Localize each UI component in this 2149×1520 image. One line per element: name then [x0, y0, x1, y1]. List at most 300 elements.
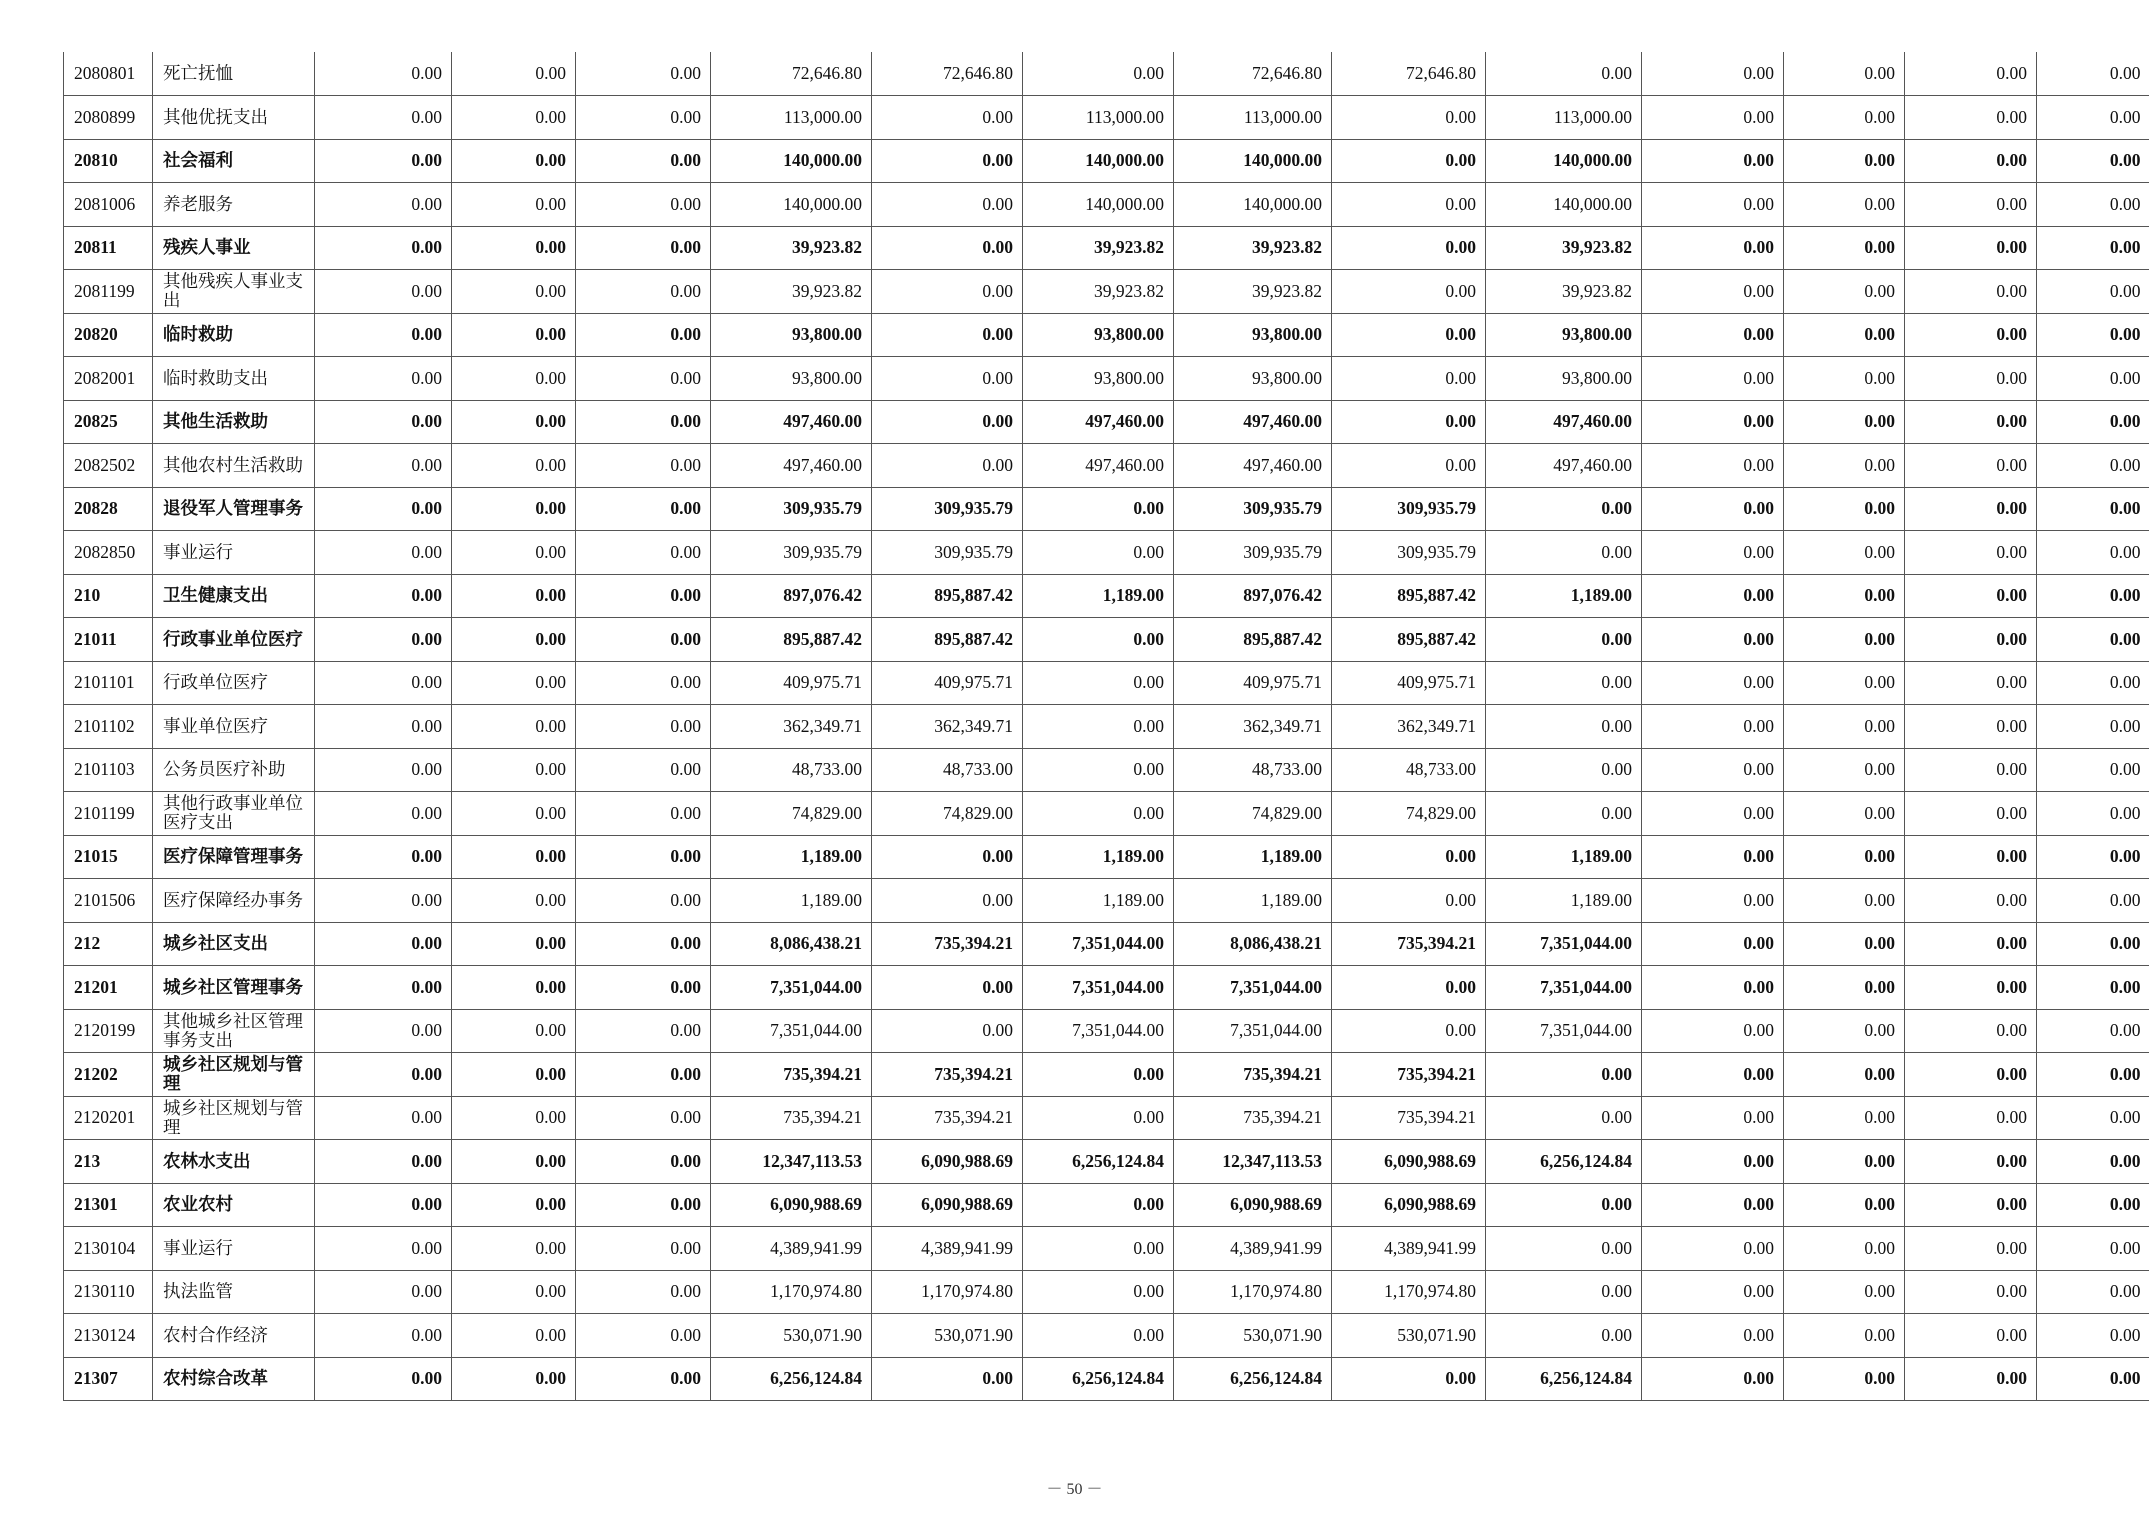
amount-cell: 7,351,044.00 [1174, 966, 1332, 1010]
amount-cell: 6,256,124.84 [1023, 1140, 1174, 1184]
subject-code-cell: 2081199 [64, 270, 153, 314]
amount-cell: 0.00 [1023, 705, 1174, 749]
amount-cell: 140,000.00 [1023, 183, 1174, 227]
amount-cell: 0.00 [1905, 1009, 2037, 1053]
table-row [64, 661, 2149, 705]
amount-cell: 7,351,044.00 [1486, 966, 1642, 1010]
table-row [64, 748, 2149, 792]
amount-cell: 4,389,941.99 [872, 1227, 1023, 1271]
amount-cell: 0.00 [315, 922, 452, 966]
subject-name-cell: 社会福利 [153, 139, 315, 183]
amount-cell: 0.00 [1023, 1183, 1174, 1227]
table-row [64, 879, 2149, 923]
amount-cell: 0.00 [1332, 835, 1486, 879]
subject-name-cell: 城乡社区规划与管理 [153, 1096, 315, 1140]
amount-cell: 0.00 [315, 400, 452, 444]
subject-code-cell: 20828 [64, 487, 153, 531]
table-row [64, 487, 2149, 531]
amount-cell: 39,923.82 [1486, 270, 1642, 314]
amount-cell: 0.00 [1332, 444, 1486, 488]
amount-cell: 0.00 [452, 444, 576, 488]
subject-name-cell: 行政单位医疗 [153, 661, 315, 705]
amount-cell: 0.00 [1486, 1227, 1642, 1271]
amount-cell: 0.00 [576, 1009, 711, 1053]
table-row [64, 139, 2149, 183]
amount-cell: 0.00 [1784, 1270, 1905, 1314]
table-row [64, 313, 2149, 357]
amount-cell: 0.00 [1486, 618, 1642, 662]
amount-cell: 0.00 [452, 835, 576, 879]
amount-cell: 74,829.00 [1332, 792, 1486, 836]
amount-cell: 0.00 [452, 400, 576, 444]
amount-cell: 140,000.00 [1486, 183, 1642, 227]
amount-cell: 0.00 [872, 966, 1023, 1010]
amount-cell: 0.00 [2037, 400, 2149, 444]
amount-cell: 0.00 [315, 226, 452, 270]
amount-cell: 0.00 [1784, 879, 1905, 923]
amount-cell: 0.00 [2037, 139, 2149, 183]
amount-cell: 0.00 [452, 1227, 576, 1271]
subject-code-cell: 21202 [64, 1053, 153, 1097]
amount-cell: 1,189.00 [1486, 574, 1642, 618]
amount-cell: 0.00 [1486, 792, 1642, 836]
amount-cell: 0.00 [315, 748, 452, 792]
subject-code-cell: 2101103 [64, 748, 153, 792]
amount-cell: 409,975.71 [872, 661, 1023, 705]
amount-cell: 0.00 [1905, 574, 2037, 618]
amount-cell: 0.00 [1642, 1314, 1784, 1358]
amount-cell: 0.00 [2037, 1183, 2149, 1227]
amount-cell: 0.00 [1486, 748, 1642, 792]
amount-cell: 0.00 [1784, 313, 1905, 357]
amount-cell: 72,646.80 [1174, 52, 1332, 96]
amount-cell: 0.00 [452, 1270, 576, 1314]
amount-cell: 0.00 [1486, 661, 1642, 705]
amount-cell: 0.00 [1642, 1140, 1784, 1184]
amount-cell: 140,000.00 [1023, 139, 1174, 183]
amount-cell: 0.00 [315, 618, 452, 662]
amount-cell: 93,800.00 [1174, 357, 1332, 401]
amount-cell: 72,646.80 [1332, 52, 1486, 96]
amount-cell: 0.00 [1905, 1183, 2037, 1227]
subject-name-cell: 行政事业单位医疗 [153, 618, 315, 662]
subject-name-cell: 农村综合改革 [153, 1357, 315, 1401]
amount-cell: 39,923.82 [1023, 270, 1174, 314]
amount-cell: 0.00 [576, 531, 711, 575]
subject-name-cell: 其他行政事业单位医疗支出 [153, 792, 315, 836]
amount-cell: 0.00 [452, 922, 576, 966]
amount-cell: 6,090,988.69 [711, 1183, 872, 1227]
amount-cell: 0.00 [1642, 748, 1784, 792]
amount-cell: 0.00 [452, 183, 576, 227]
amount-cell: 0.00 [1642, 96, 1784, 140]
amount-cell: 0.00 [576, 139, 711, 183]
amount-cell: 48,733.00 [1332, 748, 1486, 792]
amount-cell: 0.00 [1332, 966, 1486, 1010]
amount-cell: 0.00 [1023, 748, 1174, 792]
table-row [64, 96, 2149, 140]
amount-cell: 6,256,124.84 [1174, 1357, 1332, 1401]
amount-cell: 0.00 [2037, 879, 2149, 923]
amount-cell: 0.00 [1642, 357, 1784, 401]
amount-cell: 0.00 [315, 270, 452, 314]
amount-cell: 497,460.00 [1174, 444, 1332, 488]
amount-cell: 0.00 [1905, 487, 2037, 531]
amount-cell: 309,935.79 [1332, 487, 1486, 531]
amount-cell: 0.00 [1784, 966, 1905, 1010]
subject-code-cell: 210 [64, 574, 153, 618]
amount-cell: 0.00 [1784, 183, 1905, 227]
amount-cell: 0.00 [452, 792, 576, 836]
amount-cell: 0.00 [1905, 400, 2037, 444]
amount-cell: 895,887.42 [1174, 618, 1332, 662]
amount-cell: 113,000.00 [1486, 96, 1642, 140]
table-row [64, 357, 2149, 401]
subject-code-cell: 213 [64, 1140, 153, 1184]
subject-code-cell: 2130104 [64, 1227, 153, 1271]
amount-cell: 1,189.00 [711, 879, 872, 923]
amount-cell: 93,800.00 [711, 313, 872, 357]
amount-cell: 140,000.00 [1174, 183, 1332, 227]
amount-cell: 0.00 [1784, 1227, 1905, 1271]
amount-cell: 0.00 [452, 96, 576, 140]
amount-cell: 0.00 [1905, 183, 2037, 227]
amount-cell: 735,394.21 [1332, 1053, 1486, 1097]
amount-cell: 0.00 [2037, 1140, 2149, 1184]
amount-cell: 0.00 [315, 531, 452, 575]
amount-cell: 309,935.79 [1174, 531, 1332, 575]
subject-name-cell: 卫生健康支出 [153, 574, 315, 618]
amount-cell: 409,975.71 [1332, 661, 1486, 705]
amount-cell: 0.00 [315, 1183, 452, 1227]
amount-cell: 0.00 [315, 1357, 452, 1401]
amount-cell: 0.00 [1905, 966, 2037, 1010]
amount-cell: 93,800.00 [1486, 357, 1642, 401]
amount-cell: 0.00 [872, 1357, 1023, 1401]
amount-cell: 0.00 [1642, 1357, 1784, 1401]
amount-cell: 0.00 [2037, 792, 2149, 836]
amount-cell: 0.00 [315, 357, 452, 401]
amount-cell: 0.00 [1332, 313, 1486, 357]
amount-cell: 39,923.82 [1023, 226, 1174, 270]
amount-cell: 0.00 [872, 879, 1023, 923]
amount-cell: 0.00 [1784, 357, 1905, 401]
amount-cell: 409,975.71 [1174, 661, 1332, 705]
amount-cell: 0.00 [2037, 748, 2149, 792]
amount-cell: 0.00 [1486, 1053, 1642, 1097]
amount-cell: 735,394.21 [711, 1053, 872, 1097]
amount-cell: 0.00 [452, 705, 576, 749]
subject-code-cell: 2082001 [64, 357, 153, 401]
amount-cell: 0.00 [1905, 705, 2037, 749]
subject-code-cell: 2082502 [64, 444, 153, 488]
subject-name-cell: 其他优抚支出 [153, 96, 315, 140]
amount-cell: 735,394.21 [872, 1053, 1023, 1097]
subject-name-cell: 其他农村生活救助 [153, 444, 315, 488]
amount-cell: 0.00 [1486, 531, 1642, 575]
amount-cell: 0.00 [1905, 879, 2037, 923]
amount-cell: 0.00 [576, 1096, 711, 1140]
amount-cell: 0.00 [872, 400, 1023, 444]
subject-code-cell: 212 [64, 922, 153, 966]
table-row [64, 705, 2149, 749]
amount-cell: 0.00 [1784, 139, 1905, 183]
subject-name-cell: 事业运行 [153, 531, 315, 575]
amount-cell: 0.00 [1642, 661, 1784, 705]
amount-cell: 0.00 [452, 1009, 576, 1053]
amount-cell: 0.00 [2037, 226, 2149, 270]
amount-cell: 0.00 [872, 1009, 1023, 1053]
table-row [64, 226, 2149, 270]
amount-cell: 0.00 [1332, 400, 1486, 444]
amount-cell: 0.00 [1905, 1053, 2037, 1097]
amount-cell: 0.00 [315, 1096, 452, 1140]
amount-cell: 0.00 [452, 966, 576, 1010]
amount-cell: 309,935.79 [1332, 531, 1486, 575]
amount-cell: 0.00 [2037, 1270, 2149, 1314]
amount-cell: 0.00 [1642, 835, 1784, 879]
amount-cell: 0.00 [1905, 1357, 2037, 1401]
amount-cell: 0.00 [1905, 139, 2037, 183]
subject-code-cell: 2101102 [64, 705, 153, 749]
amount-cell: 0.00 [315, 1053, 452, 1097]
amount-cell: 0.00 [1642, 618, 1784, 662]
subject-name-cell: 事业运行 [153, 1227, 315, 1271]
amount-cell: 0.00 [1784, 1009, 1905, 1053]
amount-cell: 0.00 [315, 52, 452, 96]
amount-cell: 0.00 [576, 792, 711, 836]
subject-code-cell: 2081006 [64, 183, 153, 227]
amount-cell: 0.00 [1486, 1183, 1642, 1227]
amount-cell: 0.00 [1642, 574, 1784, 618]
amount-cell: 6,090,988.69 [1174, 1183, 1332, 1227]
amount-cell: 0.00 [576, 487, 711, 531]
subject-name-cell: 医疗保障管理事务 [153, 835, 315, 879]
amount-cell: 0.00 [315, 183, 452, 227]
amount-cell: 113,000.00 [711, 96, 872, 140]
amount-cell: 0.00 [315, 574, 452, 618]
subject-name-cell: 医疗保障经办事务 [153, 879, 315, 923]
subject-code-cell: 21201 [64, 966, 153, 1010]
amount-cell: 0.00 [315, 792, 452, 836]
amount-cell: 140,000.00 [711, 139, 872, 183]
amount-cell: 93,800.00 [1174, 313, 1332, 357]
amount-cell: 0.00 [1905, 96, 2037, 140]
table-row [64, 792, 2149, 836]
subject-code-cell: 2080899 [64, 96, 153, 140]
amount-cell: 0.00 [1784, 270, 1905, 314]
amount-cell: 497,460.00 [1023, 400, 1174, 444]
amount-cell: 0.00 [1642, 1053, 1784, 1097]
amount-cell: 0.00 [1784, 400, 1905, 444]
amount-cell: 0.00 [1642, 792, 1784, 836]
amount-cell: 0.00 [1642, 1009, 1784, 1053]
amount-cell: 1,189.00 [1486, 835, 1642, 879]
amount-cell: 0.00 [1023, 1053, 1174, 1097]
amount-cell: 497,460.00 [1486, 444, 1642, 488]
amount-cell: 0.00 [452, 487, 576, 531]
amount-cell: 0.00 [1905, 792, 2037, 836]
amount-cell: 7,351,044.00 [1023, 922, 1174, 966]
subject-code-cell: 2101101 [64, 661, 153, 705]
amount-cell: 0.00 [1642, 531, 1784, 575]
amount-cell: 409,975.71 [711, 661, 872, 705]
amount-cell: 113,000.00 [1023, 96, 1174, 140]
amount-cell: 72,646.80 [872, 52, 1023, 96]
subject-code-cell: 2130124 [64, 1314, 153, 1358]
amount-cell: 1,189.00 [1023, 835, 1174, 879]
amount-cell: 0.00 [1486, 1096, 1642, 1140]
amount-cell: 0.00 [1905, 1140, 2037, 1184]
subject-name-cell: 其他残疾人事业支出 [153, 270, 315, 314]
amount-cell: 0.00 [576, 748, 711, 792]
amount-cell: 113,000.00 [1174, 96, 1332, 140]
amount-cell: 0.00 [576, 1314, 711, 1358]
subject-code-cell: 21015 [64, 835, 153, 879]
amount-cell: 7,351,044.00 [1486, 922, 1642, 966]
amount-cell: 0.00 [452, 270, 576, 314]
amount-cell: 1,189.00 [711, 835, 872, 879]
amount-cell: 0.00 [1023, 531, 1174, 575]
amount-cell: 0.00 [1332, 183, 1486, 227]
amount-cell: 530,071.90 [1332, 1314, 1486, 1358]
amount-cell: 0.00 [872, 835, 1023, 879]
table-row [64, 1009, 2149, 1053]
amount-cell: 0.00 [2037, 96, 2149, 140]
amount-cell: 0.00 [315, 444, 452, 488]
subject-name-cell: 残疾人事业 [153, 226, 315, 270]
table-row [64, 1053, 2149, 1097]
amount-cell: 0.00 [452, 1140, 576, 1184]
table-row [64, 1227, 2149, 1271]
amount-cell: 0.00 [2037, 487, 2149, 531]
amount-cell: 1,189.00 [1023, 879, 1174, 923]
amount-cell: 0.00 [2037, 618, 2149, 662]
amount-cell: 39,923.82 [1174, 226, 1332, 270]
amount-cell: 0.00 [1332, 139, 1486, 183]
amount-cell: 0.00 [576, 52, 711, 96]
subject-name-cell: 其他城乡社区管理事务支出 [153, 1009, 315, 1053]
amount-cell: 309,935.79 [872, 531, 1023, 575]
amount-cell: 0.00 [2037, 922, 2149, 966]
amount-cell: 48,733.00 [1174, 748, 1332, 792]
subject-code-cell: 2080801 [64, 52, 153, 96]
amount-cell: 362,349.71 [872, 705, 1023, 749]
amount-cell: 0.00 [1642, 52, 1784, 96]
amount-cell: 0.00 [1642, 226, 1784, 270]
subject-code-cell: 21307 [64, 1357, 153, 1401]
amount-cell: 0.00 [1784, 1183, 1905, 1227]
amount-cell: 0.00 [1486, 487, 1642, 531]
amount-cell: 735,394.21 [1174, 1096, 1332, 1140]
amount-cell: 0.00 [576, 879, 711, 923]
subject-name-cell: 农业农村 [153, 1183, 315, 1227]
amount-cell: 0.00 [452, 618, 576, 662]
amount-cell: 497,460.00 [711, 400, 872, 444]
amount-cell: 895,887.42 [1332, 574, 1486, 618]
table-body [64, 52, 2149, 1401]
amount-cell: 140,000.00 [1174, 139, 1332, 183]
amount-cell: 0.00 [2037, 835, 2149, 879]
amount-cell: 0.00 [1784, 487, 1905, 531]
amount-cell: 0.00 [872, 96, 1023, 140]
amount-cell: 0.00 [1784, 835, 1905, 879]
amount-cell: 735,394.21 [1332, 922, 1486, 966]
amount-cell: 0.00 [1486, 1314, 1642, 1358]
amount-cell: 72,646.80 [711, 52, 872, 96]
amount-cell: 0.00 [576, 661, 711, 705]
amount-cell: 0.00 [1784, 748, 1905, 792]
amount-cell: 497,460.00 [1486, 400, 1642, 444]
amount-cell: 4,389,941.99 [1174, 1227, 1332, 1271]
amount-cell: 0.00 [452, 226, 576, 270]
amount-cell: 0.00 [452, 574, 576, 618]
amount-cell: 0.00 [452, 661, 576, 705]
amount-cell: 12,347,113.53 [1174, 1140, 1332, 1184]
amount-cell: 6,090,988.69 [872, 1140, 1023, 1184]
amount-cell: 0.00 [1332, 96, 1486, 140]
amount-cell: 39,923.82 [711, 226, 872, 270]
amount-cell: 0.00 [452, 357, 576, 401]
amount-cell: 0.00 [2037, 270, 2149, 314]
amount-cell: 0.00 [576, 922, 711, 966]
amount-cell: 0.00 [2037, 183, 2149, 227]
amount-cell: 0.00 [1023, 52, 1174, 96]
amount-cell: 309,935.79 [1174, 487, 1332, 531]
amount-cell: 0.00 [1905, 1227, 2037, 1271]
amount-cell: 93,800.00 [1023, 357, 1174, 401]
amount-cell: 140,000.00 [1486, 139, 1642, 183]
amount-cell: 93,800.00 [711, 357, 872, 401]
amount-cell: 0.00 [2037, 705, 2149, 749]
subject-code-cell: 2120201 [64, 1096, 153, 1140]
amount-cell: 0.00 [1023, 792, 1174, 836]
amount-cell: 0.00 [1784, 1140, 1905, 1184]
amount-cell: 895,887.42 [872, 574, 1023, 618]
amount-cell: 12,347,113.53 [711, 1140, 872, 1184]
amount-cell: 0.00 [2037, 1096, 2149, 1140]
amount-cell: 0.00 [1642, 705, 1784, 749]
amount-cell: 140,000.00 [711, 183, 872, 227]
amount-cell: 0.00 [1642, 139, 1784, 183]
subject-name-cell: 公务员医疗补助 [153, 748, 315, 792]
amount-cell: 0.00 [1905, 226, 2037, 270]
amount-cell: 0.00 [1784, 661, 1905, 705]
table-row [64, 1314, 2149, 1358]
amount-cell: 0.00 [872, 357, 1023, 401]
amount-cell: 0.00 [1784, 531, 1905, 575]
amount-cell: 0.00 [2037, 574, 2149, 618]
table-row [64, 835, 2149, 879]
amount-cell: 74,829.00 [872, 792, 1023, 836]
amount-cell: 0.00 [576, 705, 711, 749]
amount-cell: 0.00 [452, 313, 576, 357]
amount-cell: 0.00 [1642, 400, 1784, 444]
table-row [64, 183, 2149, 227]
amount-cell: 0.00 [1332, 879, 1486, 923]
amount-cell: 0.00 [315, 1009, 452, 1053]
amount-cell: 497,460.00 [1174, 400, 1332, 444]
subject-code-cell: 21301 [64, 1183, 153, 1227]
amount-cell: 735,394.21 [711, 1096, 872, 1140]
amount-cell: 39,923.82 [711, 270, 872, 314]
amount-cell: 0.00 [1642, 1096, 1784, 1140]
amount-cell: 39,923.82 [1486, 226, 1642, 270]
subject-code-cell: 2101199 [64, 792, 153, 836]
amount-cell: 0.00 [1905, 52, 2037, 96]
amount-cell: 0.00 [315, 705, 452, 749]
amount-cell: 530,071.90 [872, 1314, 1023, 1358]
